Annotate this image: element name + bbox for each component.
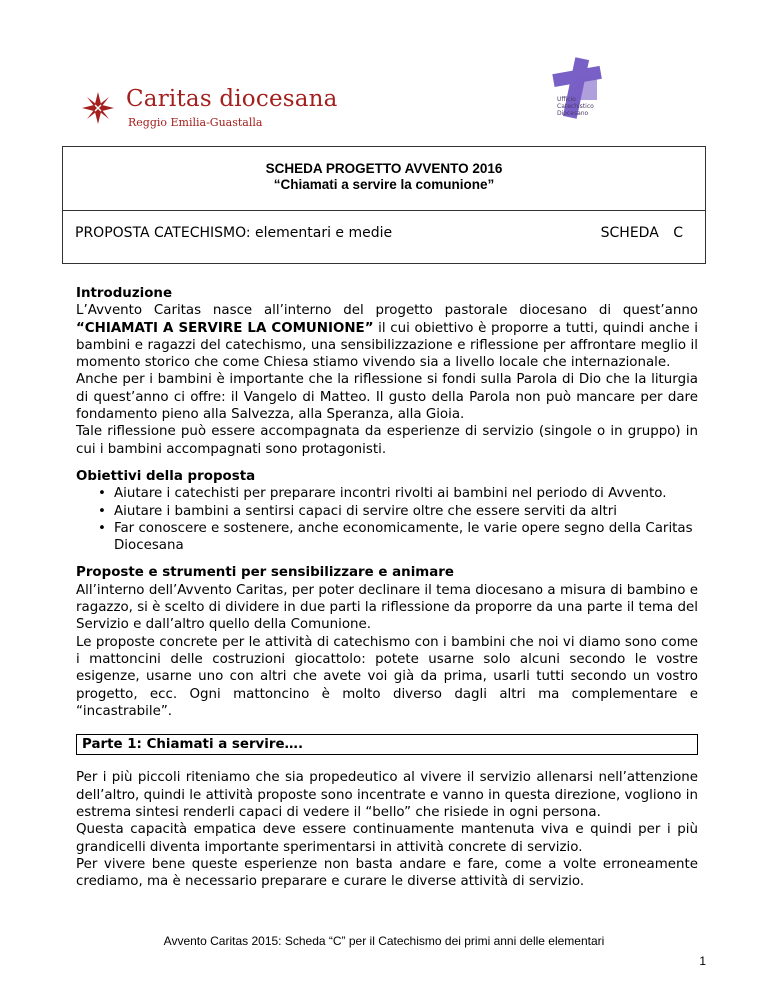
part1-heading: Parte 1: Chiamati a servire….	[76, 734, 698, 755]
document-subtitle: “Chiamati a servire la comunione”	[273, 177, 495, 192]
proposal-label: PROPOSTA CATECHISMO: elementari e medie	[75, 225, 393, 241]
intro-paragraph-1	[76, 302, 698, 371]
part1-paragraph-2: Questa capacità empatica deve essere continuamente mantenuta viva e quindi per i più grandicelli diventa importante sperimentarsi in attività concrete di servizio.	[76, 822, 698, 855]
caritas-name: Caritas diocesana	[126, 86, 338, 112]
proposals-paragraph-1: All’interno dell’Avvento Caritas, per poter declinare il tema diocesano a misura di bambino e ragazzo, si è scelto di dividere in due parti la riflessione da proporre da una parte il tema del Servizio e dall’altro quello della Comunione.	[76, 582, 698, 633]
title-box	[62, 146, 706, 264]
caritas-cross-icon	[80, 90, 116, 126]
scheda-label: SCHEDA C	[600, 225, 683, 241]
proposals-paragraph-2: Le proposte concrete per le attività di catechismo con i bambini che noi vi diamo sono come i mattoncini delle costruzioni giocattolo: potete usarne solo alcuni secondo le vostre esigenze, usarne uno con altri che avete voi già da prima, usarli tutti secondo un vostro progetto, ecc. Ogni mattoncino è molto diverso dagli altri ma complementare e “incastrabile”.	[76, 634, 698, 719]
intro-p1-text-a: L’Avvento Caritas nasce all’interno del progetto pastorale diocesano di quest’anno	[76, 303, 698, 319]
intro-paragraph-2: Anche per i bambini è importante che la riflessione si fondi sulla Parola di Dio che la liturgia di quest’anno ci offre: il Vangelo di Matteo. Il gusto della Parola non può mancare per dare fondamento pieno alla Salvezza, alla Speranza, alla Gioia.	[76, 372, 698, 423]
part1-paragraph-1: Per i più piccoli riteniamo che sia propedeutico al vivere il servizio allenarsi nell’attenzione dell’altro, quindi le attività proposte sono incentrate e vanno in questa direzione, vogliono in estrema sintesi renderli capaci di vedere il “bello” che risiede in ogni persona.	[76, 770, 698, 821]
document-body	[76, 285, 698, 891]
list-item: • Aiutare i catechisti per preparare incontri rivolti ai bambini nel periodo di Avvento.	[76, 485, 698, 502]
document-title: SCHEDA PROGETTO AVVENTO 2016	[265, 161, 503, 176]
intro-p1-text-b: il cui obiettivo è proporre a tutti, quindi anche i bambini e ragazzi del catechismo, una sensibilizzazione e riflessione per affrontare meglio il momento storico che come Chiesa stiamo vivendo sia a livello locale che internazionale.	[76, 320, 698, 371]
page-footer: Avvento Caritas 2015: Scheda “C” per il Catechismo dei primi anni delle elementari	[163, 934, 605, 948]
caritas-subtitle: Reggio Emilia-Guastalla	[128, 116, 263, 129]
objectives-heading: Obiettivi della proposta	[76, 468, 256, 484]
list-item: • Aiutare i bambini a sentirsi capaci di servire oltre che essere serviti da altri	[76, 503, 698, 520]
intro-paragraph-3: Tale riflessione può essere accompagnata da esperienze di servizio (singole o in gruppo) in cui i bambini accompagnati sono protagonisti.	[76, 424, 698, 457]
part1-paragraph-3: Per vivere bene queste esperienze non basta andare e fare, come a volte erroneamente crediamo, ma è necessario preparare e curare le diverse attività di servizio.	[76, 856, 698, 890]
list-item: • Far conoscere e sostenere, anche economicamente, le varie opere segno della Caritas Diocesana	[76, 520, 698, 555]
intro-heading: Introduzione	[76, 286, 173, 301]
title-divider	[63, 210, 705, 211]
objectives-list	[76, 485, 698, 554]
page-number: 1	[699, 954, 706, 968]
ufficio-catechistico-logo	[545, 56, 610, 126]
ufficio-logo-text: Ufficio Catechistico Diocesano	[557, 96, 594, 117]
proposals-heading: Proposte e strumenti per sensibilizzare e animare	[76, 565, 454, 581]
intro-p1-bold: “CHIAMATI A SERVIRE LA COMUNIONE”	[76, 320, 374, 336]
caritas-logo	[76, 84, 336, 136]
